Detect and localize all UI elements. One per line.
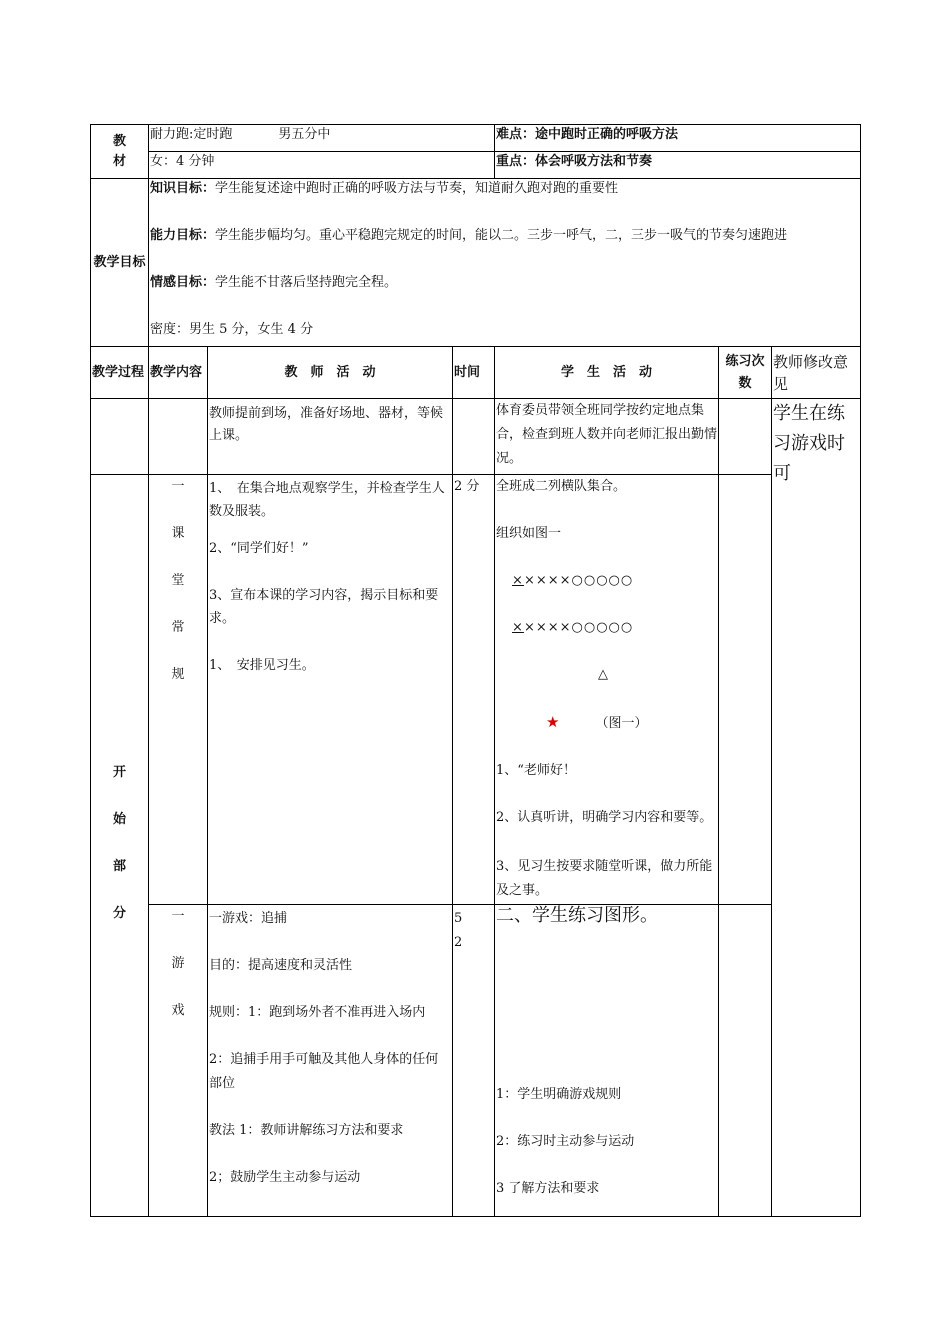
teacher-item: 2：追捕手用手可触及其他人身体的任何部位 (209, 1052, 439, 1091)
process-char: 始 (112, 812, 126, 827)
teacher-item: 2、“同学们好！” (209, 541, 309, 556)
teacher-item: 一游戏：追捕 (209, 911, 288, 926)
student-org: 组织如图一 (496, 526, 562, 541)
col-content: 教学内容 (149, 347, 208, 399)
time-line: 5 (454, 911, 463, 926)
figure-caption-line (496, 712, 717, 734)
game-teacher (208, 905, 453, 1217)
content-char: 规 (171, 667, 185, 682)
revise-note: 学生在练习游戏时可 (772, 399, 861, 1217)
game-time (453, 905, 495, 1217)
student-heading: 二、学生练习图形。 (496, 905, 659, 926)
student-formation: 全班成二列横队集合。 (496, 479, 627, 494)
time-line: 2 (454, 935, 463, 950)
student-item: 1：学生明确游戏规则 (496, 1087, 622, 1102)
col-teacher: 教 师 活 动 (208, 347, 453, 399)
game-practice (719, 905, 772, 1217)
content-char: 一 (171, 479, 185, 494)
content-char: 游 (171, 956, 185, 971)
process-start (91, 475, 149, 1217)
formation-row-1 (496, 571, 717, 591)
student-item: 1、“老师好！ (496, 763, 576, 778)
content-routine (149, 475, 208, 905)
density: 密度：男生 5 分，女生 4 分 (150, 322, 314, 337)
ability-title: 能力目标： (150, 228, 216, 243)
game-student (495, 905, 719, 1217)
process-char: 部 (112, 859, 126, 874)
routine-student (495, 475, 719, 905)
content-game (149, 905, 208, 1217)
student-item: 2：练习时主动参与运动 (496, 1134, 635, 1149)
process-char: 开 (112, 765, 126, 780)
pre-content (149, 399, 208, 475)
student-item: 3、见习生按要求随堂听课，做力所能及之事。 (496, 859, 713, 898)
routine-time: 2 分 (453, 475, 495, 905)
formation-row-2 (496, 618, 717, 638)
material-line1: 耐力跑:定时跑 (150, 127, 233, 142)
figure-caption: （图一） (595, 716, 648, 731)
row-leader-mark: × (512, 620, 524, 635)
teacher-item: 1、 安排见习生。 (209, 658, 315, 673)
knowledge-title: 知识目标： (150, 181, 216, 196)
pre-teacher: 教师提前到场，准备好场地、器材，等候上课。 (208, 399, 453, 475)
col-practice: 练习次数 (719, 347, 772, 399)
content-char: 戏 (171, 1003, 185, 1018)
key-point: 重点：体会呼吸方法和节奏 (495, 152, 861, 179)
teacher-item: 教法 1：教师讲解练习方法和要求 (209, 1123, 404, 1138)
row-marks: ××××○○○○○ (523, 573, 634, 588)
content-char: 常 (171, 620, 185, 635)
routine-teacher (208, 475, 453, 905)
routine-practice (719, 475, 772, 905)
pre-time (453, 399, 495, 475)
teacher-item: 规则：1：跑到场外者不准再进入场内 (209, 1005, 426, 1020)
emotion-text: 学生能不甘落后坚持跑完全程。 (215, 275, 398, 290)
knowledge-text: 学生能复述途中跑时正确的呼吸方法与节奏，知道耐久跑对跑的重要性 (215, 181, 619, 196)
teacher-item: 1、 在集合地点观察学生，并检查学生人数及服装。 (209, 481, 445, 519)
teacher-item: 3、宣布本课的学习内容，揭示目标和要求。 (209, 588, 439, 626)
col-student: 学 生 活 动 (495, 347, 719, 399)
star-icon: ★ (546, 713, 560, 731)
teacher-item: 2；鼓励学生主动参与运动 (209, 1170, 361, 1185)
objectives-label: 教学目标 (91, 179, 149, 347)
material-label: 教 材 (91, 125, 149, 179)
pre-practice (719, 399, 772, 475)
material-cell (149, 125, 495, 152)
difficulty: 难点：途中跑时正确的呼吸方法 (495, 125, 861, 152)
objectives-cell (149, 179, 861, 347)
material-line1-right: 男五分中 (278, 127, 331, 142)
row-marks: ××××○○○○○ (523, 620, 634, 635)
student-item: 2、认真听讲，明确学习内容和要等。 (496, 810, 713, 825)
process-char: 分 (112, 906, 126, 921)
content-char: 一 (171, 909, 185, 924)
pre-process (91, 399, 149, 475)
col-revise: 教师修改意见 (772, 347, 861, 399)
student-item: 3 了解方法和要求 (496, 1181, 600, 1196)
col-process: 教学过程 (91, 347, 149, 399)
teacher-item: 目的：提高速度和灵活性 (209, 958, 353, 973)
content-char: 堂 (171, 573, 185, 588)
teacher-triangle: △ (598, 667, 609, 682)
col-time: 时间 (453, 347, 495, 399)
emotion-title: 情感目标： (150, 275, 216, 290)
material-line2: 女：4 分钟 (149, 152, 495, 179)
pre-student: 体育委员带领全班同学按约定地点集合，检查到班人数并向老师汇报出勤情况。 (495, 399, 719, 475)
ability-text: 学生能步幅均匀。重心平稳跑完规定的时间，能以二。三步一呼气，二，三步一吸气的节奏匀速跑进 (215, 228, 788, 243)
row-leader-mark: × (512, 573, 524, 588)
lesson-plan-table (90, 124, 861, 1217)
content-char: 课 (171, 526, 185, 541)
